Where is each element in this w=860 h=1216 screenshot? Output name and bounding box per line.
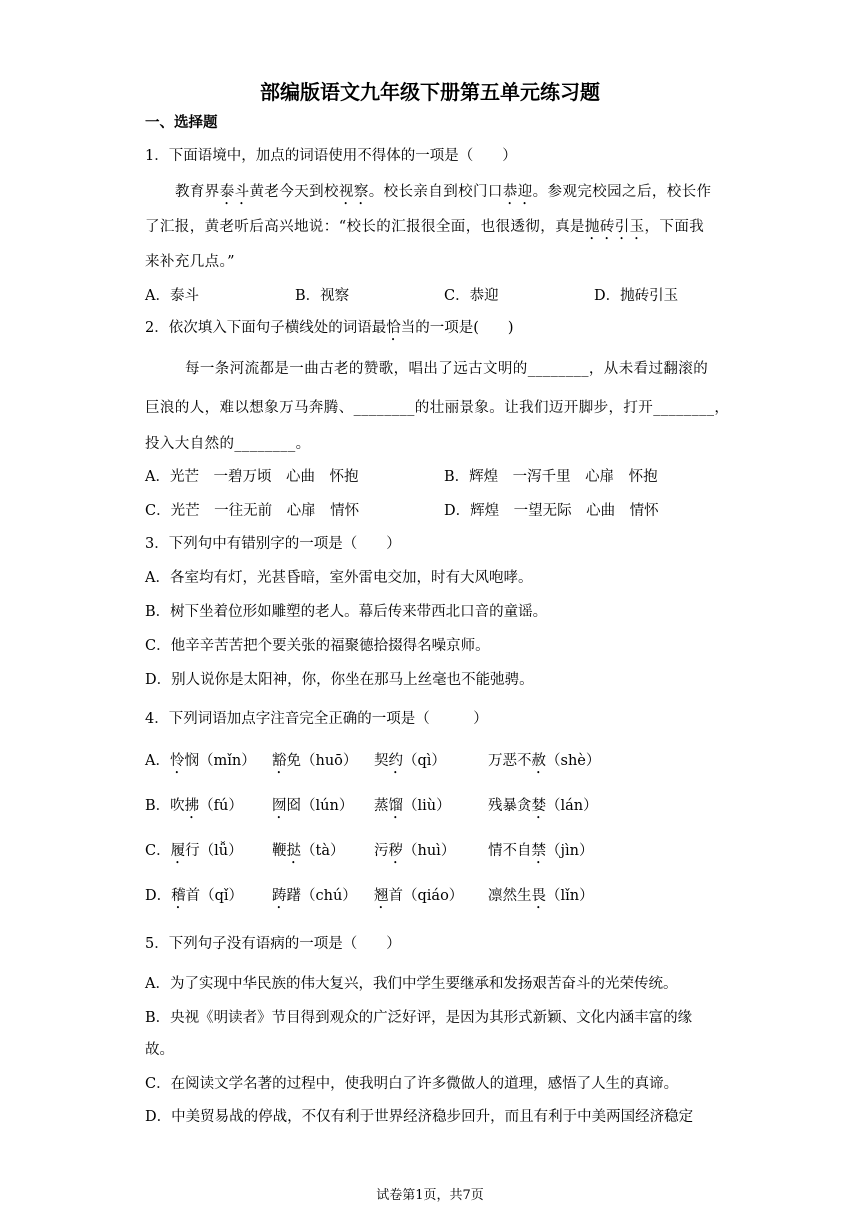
q1-stem: 1．下面语境中，加点的词语使用不得体的一项是（ ） — [145, 148, 517, 164]
dotted-char: 馏 — [388, 798, 403, 814]
q2-passage-line2: 巨浪的人，难以想象万马奔腾、________的壮丽景象。让我们迈开脚步，打开________， — [145, 400, 730, 416]
dotted-char: 畏 — [531, 888, 546, 904]
option-text: （qì） — [403, 753, 446, 769]
dotted-char: 踌 — [272, 888, 287, 904]
q4-option-a-item — [488, 751, 600, 777]
q1-passage-line3: 来补充几点。” — [145, 254, 235, 270]
q4-option-a-item — [272, 751, 357, 777]
option-text: D． — [145, 888, 172, 904]
page-title: 部编版语文九年级下册第五单元练习题 — [260, 80, 600, 104]
q1-option-a: A．泰斗 — [145, 288, 199, 304]
q5-option-d: D．中美贸易战的停战，不仅有利于世界经济稳步回升，而且有利于中美两国经济稳定 — [145, 1109, 694, 1125]
option-text: （lǐn） — [546, 888, 594, 904]
q4-option-c-item — [374, 841, 455, 867]
q5-option-a: A．为了实现中华民族的伟大复兴，我们中学生要继承和发扬艰苦奋斗的光荣传统。 — [145, 976, 678, 992]
option-text: 鞭 — [272, 843, 287, 859]
dotted-char: 怜 — [169, 753, 185, 769]
q3-option-c: C．他辛辛苦苦把个要关张的福聚德拾掇得名噪京师。 — [145, 638, 490, 654]
option-text: （huì） — [403, 843, 456, 859]
option-text: A． — [145, 753, 170, 769]
q2-option-d: D．辉煌 一望无际 心曲 情怀 — [444, 503, 659, 519]
q4-option-b-item — [145, 796, 243, 822]
section-heading: 一、选择题 — [145, 115, 218, 131]
dotted-char: 稽 — [171, 888, 186, 904]
option-text: 首（qǐ） — [185, 888, 244, 904]
q2-passage-line3: 投入大自然的________。 — [145, 436, 311, 452]
dotted-char: 约 — [388, 753, 403, 769]
q4-option-a-item — [374, 751, 446, 777]
option-text: 悯（mǐn） — [184, 753, 256, 769]
q3-stem: 3．下列句中有错别字的一项是（ ） — [145, 536, 401, 552]
dotted-word: 泰斗 — [219, 184, 250, 200]
dotted-char: 翘 — [374, 888, 389, 904]
dotted-char: 拂 — [184, 798, 200, 814]
q4-option-c-item — [488, 841, 593, 867]
page-footer: 试卷第1页，共7页 — [376, 1188, 484, 1203]
option-text: 契 — [374, 753, 389, 769]
dotted-char: 秽 — [388, 843, 403, 859]
q4-option-b-item — [374, 796, 451, 822]
q3-option-d: D．别人说你是太阳神，你，你坐在那马上丝毫也不能弛骋。 — [145, 672, 534, 688]
option-text: 首（qiáo） — [388, 888, 464, 904]
stem-text: 2．依次填入下面句子横线处的词语最 — [145, 320, 387, 336]
option-text: （jìn） — [546, 843, 594, 859]
q4-option-d-item — [272, 886, 357, 912]
passage-text: 教育界 — [175, 184, 220, 200]
dotted-char: 婪 — [531, 798, 546, 814]
option-text: 万恶不 — [488, 753, 532, 769]
q2-passage-line1: 每一条河流都是一曲古老的赞歌，唱出了远古文明的________，从未看过翻滚的 — [185, 361, 709, 377]
passage-text: 黄老今天到校 — [249, 184, 339, 200]
option-text: 情不自 — [488, 843, 532, 859]
option-text: 免（huō） — [286, 753, 358, 769]
option-text: （lán） — [546, 798, 598, 814]
dotted-char: 赦 — [531, 753, 546, 769]
option-text: 囵（lún） — [286, 798, 354, 814]
option-text: （tà） — [301, 843, 345, 859]
q4-option-a-item — [145, 751, 256, 777]
q4-option-d-item — [145, 886, 243, 912]
passage-text: 了汇报，黄老听后高兴地说：“校长的汇报很全面，也很透彻，真是 — [145, 219, 585, 235]
q1-passage-line2 — [145, 217, 704, 243]
option-text: 躇（chú） — [286, 888, 357, 904]
q2-stem — [145, 318, 514, 344]
option-text: （shè） — [546, 753, 601, 769]
q1-option-c: C．恭迎 — [444, 288, 499, 304]
option-text: C． — [145, 843, 171, 859]
dotted-word: 恭迎 — [502, 184, 533, 200]
q3-option-b: B．树下坐着位形如雕塑的老人。幕后传来带西北口音的童谣。 — [145, 604, 548, 620]
option-text: 污 — [374, 843, 389, 859]
dotted-char: 履 — [170, 843, 186, 859]
q4-option-d-item — [488, 886, 594, 912]
q3-option-a: A．各室均有灯，光甚昏暗，室外雷电交加，时有大风咆哮。 — [145, 570, 533, 586]
passage-text: 。校长亲自到校门口 — [368, 184, 503, 200]
q5-option-b: B．央视《明读者》节目得到观众的广泛好评，是因为其形式新颖、文化内涵丰富的缘 — [145, 1010, 693, 1026]
q1-option-b: B．视察 — [295, 288, 350, 304]
q1-passage-line1 — [175, 182, 711, 208]
q4-option-b-item — [272, 796, 353, 822]
option-text: （fú） — [199, 798, 243, 814]
q4-option-c-item — [272, 841, 344, 867]
q2-option-c: C．光芒 一往无前 心扉 情怀 — [145, 503, 360, 519]
dotted-word: 恰 — [386, 320, 401, 336]
dotted-char: 挞 — [286, 843, 301, 859]
option-text: 残暴贪 — [488, 798, 532, 814]
q4-option-b-item — [488, 796, 598, 822]
option-text: （liù） — [403, 798, 451, 814]
q2-option-a: A．光芒 一碧万顷 心曲 怀抱 — [145, 469, 359, 485]
q1-option-d: D．抛砖引玉 — [594, 288, 679, 304]
option-text: 蒸 — [374, 798, 389, 814]
dotted-word: 视察 — [338, 184, 369, 200]
option-text: 行（lǚ） — [185, 843, 243, 859]
option-text: B．吹 — [145, 798, 185, 814]
stem-text: 当的一项是( ) — [400, 320, 514, 336]
dotted-char: 禁 — [531, 843, 546, 859]
passage-text: 。参观完校园之后，校长作 — [532, 184, 712, 200]
passage-text: ，下面我 — [644, 219, 705, 235]
q4-option-d-item — [374, 886, 463, 912]
dotted-char: 囫 — [272, 798, 287, 814]
q2-option-b: B．辉煌 一泻千里 心扉 怀抱 — [444, 469, 658, 485]
q4-stem: 4．下列词语加点字注音完全正确的一项是（ ） — [145, 711, 488, 727]
q5-stem: 5．下列句子没有语病的一项是（ ） — [145, 936, 401, 952]
dotted-word: 抛砖引玉 — [584, 219, 645, 235]
option-text: 凛然生 — [488, 888, 532, 904]
dotted-char: 豁 — [272, 753, 287, 769]
q4-option-c-item — [145, 841, 243, 867]
q5-option-b-cont: 故。 — [145, 1042, 174, 1058]
q5-option-c: C．在阅读文学名著的过程中，使我明白了许多微做人的道理，感悟了人生的真谛。 — [145, 1076, 679, 1092]
